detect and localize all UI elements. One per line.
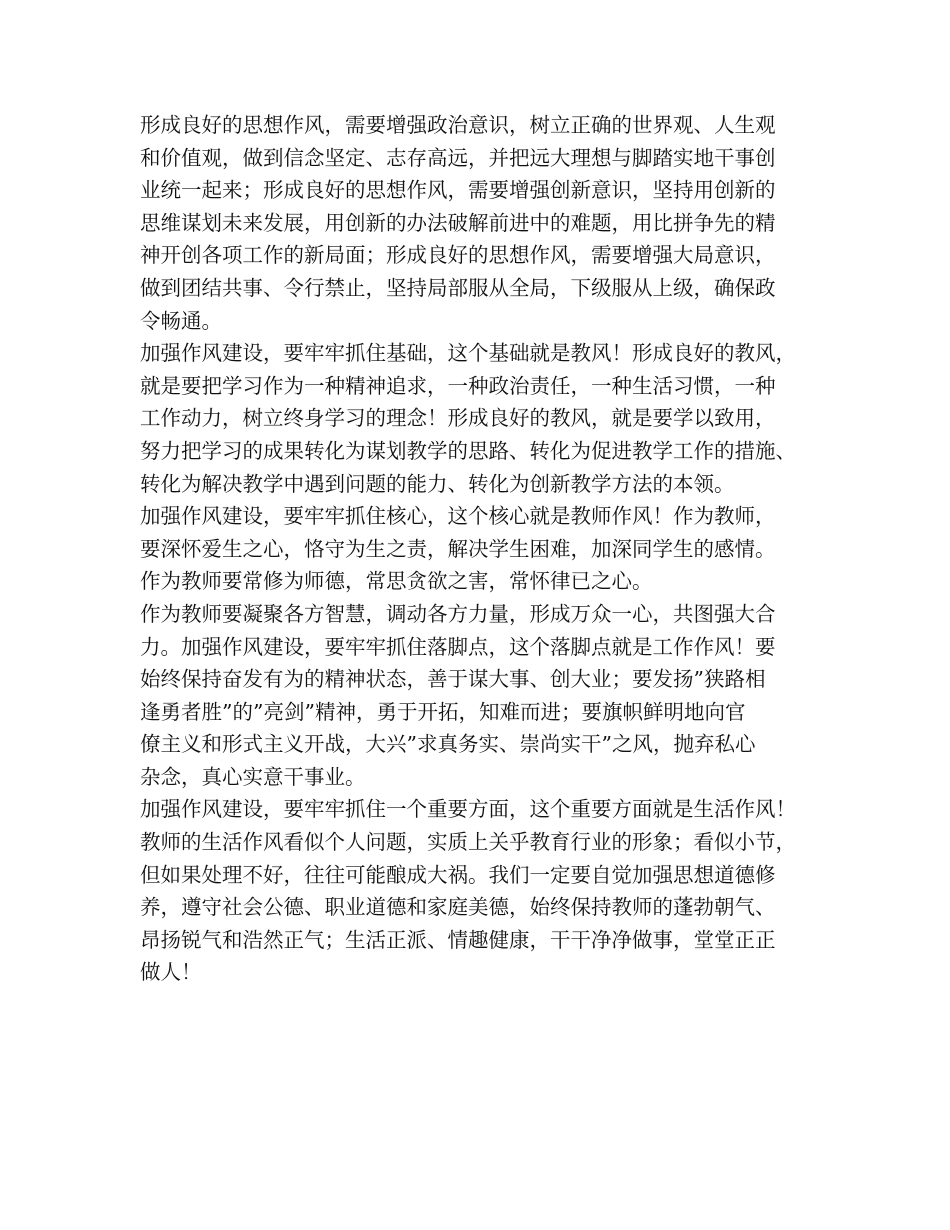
text-line: 转化为解决教学中遇到问题的能力、转化为创新教学方法的本领。 [140,471,735,496]
text-line: 养，遵守社会公德、职业道德和家庭美德，始终保持教师的蓬勃朝气、 [140,895,776,920]
text-line: 加强作风建设，要牢牢抓住一个重要方面，这个重要方面就是生活作风！ [140,797,796,822]
text-line: 逢勇者胜”的”亮剑”精神，勇于开拓，知难而进；要旗帜鲜明地向官 [140,699,746,724]
text-line: 和价值观，做到信念坚定、志存高远，并把远大理想与脚踏实地干事创 [140,145,776,170]
text-line: 努力把学习的成果转化为谋划教学的思路、转化为促进教学工作的措施、 [140,438,796,463]
text-line: 力。加强作风建设，要牢牢抓住落脚点，这个落脚点就是工作作风！要 [140,634,776,659]
text-line: 思维谋划未来发展，用创新的办法破解前进中的难题，用比拼争先的精 [140,210,776,235]
text-line: 做人！ [140,960,202,985]
text-line: 令畅通。 [140,308,222,333]
body-text [140,109,830,989]
text-line: 业统一起来；形成良好的思想作风，需要增强创新意识，坚持用创新的 [140,178,776,203]
text-line: 做到团结共事、令行禁止，坚持局部服从全局，下级服从上级，确保政 [140,275,776,300]
text-line: 形成良好的思想作风，需要增强政治意识，树立正确的世界观、人生观 [140,113,776,137]
text-line: 加强作风建设，要牢牢抓住基础，这个基础就是教风！形成良好的教风， [140,341,796,366]
text-line: 工作动力，树立终身学习的理念！形成良好的教风，就是要学以致用， [140,406,776,431]
text-line: 神开创各项工作的新局面；形成良好的思想作风，需要增强大局意识， [140,243,776,268]
text-line: 作为教师要凝聚各方智慧，调动各方力量，形成万众一心，共图强大合 [140,601,776,626]
text-line: 要深怀爱生之心，恪守为生之责，解决学生困难，加深同学生的感情。 [140,536,776,561]
text-line: 僚主义和形式主义开战，大兴”求真务实、崇尚实干”之风，抛弃私心 [140,732,756,757]
text-line: 但如果处理不好，往往可能酿成大祸。我们一定要自觉加强思想道德修 [140,862,776,887]
text-line: 加强作风建设，要牢牢抓住核心，这个核心就是教师作风！作为教师， [140,504,776,529]
text-line: 教师的生活作风看似个人问题，实质上关乎教育行业的形象；看似小节， [140,830,796,855]
text-line: 杂念，真心实意干事业。 [140,764,366,789]
text-line: 就是要把学习作为一种精神追求，一种政治责任，一种生活习惯，一种 [140,373,776,398]
text-line: 昂扬锐气和浩然正气；生活正派、情趣健康，干干净净做事，堂堂正正 [140,927,776,952]
text-line: 始终保持奋发有为的精神状态，善于谋大事、创大业；要发扬”狭路相 [140,667,766,692]
text-line: 作为教师要常修为师德，常思贪欲之害，常怀律已之心。 [140,569,653,594]
